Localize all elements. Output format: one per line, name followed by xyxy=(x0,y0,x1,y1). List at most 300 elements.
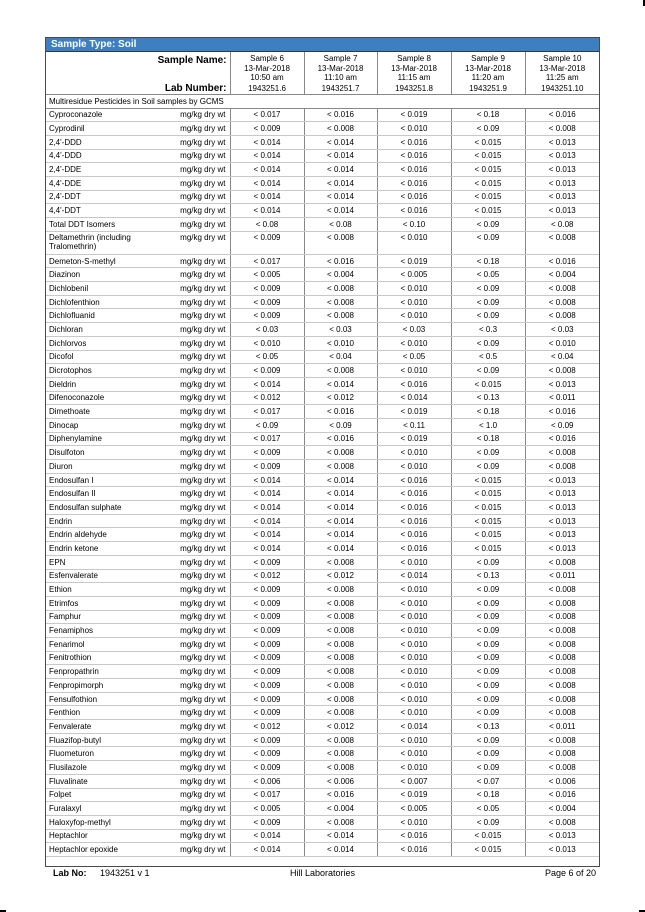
result-value: < 0.010 xyxy=(377,706,451,720)
result-value: < 0.008 xyxy=(304,665,377,679)
analyte-unit: mg/kg dry wt xyxy=(172,231,230,254)
result-value: < 0.008 xyxy=(304,761,377,775)
result-value: < 0.016 xyxy=(377,514,451,528)
result-value: < 0.016 xyxy=(377,542,451,556)
result-value: < 0.014 xyxy=(230,377,304,391)
table-row xyxy=(46,501,599,515)
result-value: < 0.016 xyxy=(304,432,377,446)
result-value: < 0.006 xyxy=(304,774,377,788)
result-value: < 0.009 xyxy=(230,624,304,638)
lab-number: 1943251.10 xyxy=(525,83,599,95)
table-row xyxy=(46,528,599,542)
result-value: < 0.015 xyxy=(451,377,525,391)
result-value: < 0.013 xyxy=(525,176,599,190)
analyte-name: Flusilazole xyxy=(46,761,172,775)
result-value: < 0.009 xyxy=(230,460,304,474)
result-value: < 0.017 xyxy=(230,788,304,802)
table-row xyxy=(46,204,599,218)
result-value: < 0.03 xyxy=(525,323,599,337)
analyte-unit: mg/kg dry wt xyxy=(172,176,230,190)
table-row xyxy=(46,679,599,693)
result-value: < 0.014 xyxy=(230,149,304,163)
result-value: < 0.008 xyxy=(304,231,377,254)
result-value: < 0.010 xyxy=(304,336,377,350)
analyte-name: Endrin ketone xyxy=(46,542,172,556)
result-value: < 0.09 xyxy=(451,665,525,679)
analyte-unit: mg/kg dry wt xyxy=(172,204,230,218)
result-value: < 0.008 xyxy=(304,679,377,693)
result-value: < 0.008 xyxy=(525,122,599,136)
analyte-unit: mg/kg dry wt xyxy=(172,596,230,610)
result-value: < 0.013 xyxy=(525,514,599,528)
analyte-name: Dicrotophos xyxy=(46,364,172,378)
table-row xyxy=(46,176,599,190)
lab-number: 1943251.6 xyxy=(230,83,304,95)
result-value: < 0.09 xyxy=(451,446,525,460)
analyte-name: Furalaxyl xyxy=(46,802,172,816)
result-value: < 0.010 xyxy=(377,679,451,693)
result-value: < 0.013 xyxy=(525,473,599,487)
analyte-unit: mg/kg dry wt xyxy=(172,268,230,282)
analyte-name: Dichlofluanid xyxy=(46,309,172,323)
result-value: < 0.016 xyxy=(377,163,451,177)
result-value: < 0.015 xyxy=(451,528,525,542)
analyte-name: Dinocap xyxy=(46,418,172,432)
result-value: < 0.014 xyxy=(230,829,304,843)
result-value: < 0.09 xyxy=(451,460,525,474)
result-value: < 0.014 xyxy=(304,843,377,857)
analyte-name: Dieldrin xyxy=(46,377,172,391)
sample-name-row xyxy=(46,52,599,83)
results-table xyxy=(46,52,599,857)
analyte-name: 2,4'-DDT xyxy=(46,190,172,204)
analyte-name: EPN xyxy=(46,555,172,569)
result-value: < 0.008 xyxy=(304,692,377,706)
result-value: < 0.008 xyxy=(525,364,599,378)
sample-header: Sample 6 13-Mar-2018 10:50 am xyxy=(230,52,304,83)
result-value: < 0.009 xyxy=(230,637,304,651)
analyte-unit: mg/kg dry wt xyxy=(172,282,230,296)
result-value: < 0.014 xyxy=(304,514,377,528)
result-value: < 0.008 xyxy=(304,624,377,638)
result-value: < 0.016 xyxy=(377,843,451,857)
analyte-name: Endosulfan II xyxy=(46,487,172,501)
result-value: < 0.014 xyxy=(304,149,377,163)
result-value: < 0.014 xyxy=(230,501,304,515)
result-value: < 0.010 xyxy=(377,610,451,624)
analyte-unit: mg/kg dry wt xyxy=(172,432,230,446)
table-row xyxy=(46,733,599,747)
result-value: < 0.010 xyxy=(377,309,451,323)
result-value: < 0.03 xyxy=(304,323,377,337)
result-value: < 0.015 xyxy=(451,487,525,501)
table-row xyxy=(46,336,599,350)
result-value: < 0.014 xyxy=(230,190,304,204)
analyte-name: Fluvalinate xyxy=(46,774,172,788)
result-value: < 0.009 xyxy=(230,122,304,136)
result-value: < 0.016 xyxy=(525,788,599,802)
analyte-unit: mg/kg dry wt xyxy=(172,487,230,501)
result-value: < 0.009 xyxy=(230,309,304,323)
result-value: < 0.004 xyxy=(525,802,599,816)
result-value: < 0.016 xyxy=(377,377,451,391)
result-value: < 0.014 xyxy=(304,542,377,556)
result-value: < 0.009 xyxy=(230,364,304,378)
result-value: < 0.014 xyxy=(230,176,304,190)
result-value: < 0.014 xyxy=(304,163,377,177)
analyte-name: Deltamethrin (including Tralomethrin) xyxy=(46,231,172,254)
analyte-unit: mg/kg dry wt xyxy=(172,460,230,474)
result-value: < 0.011 xyxy=(525,720,599,734)
result-value: < 0.009 xyxy=(230,651,304,665)
result-value: < 0.009 xyxy=(230,665,304,679)
result-value: < 0.008 xyxy=(525,583,599,597)
result-value: < 0.010 xyxy=(377,231,451,254)
result-value: < 0.014 xyxy=(230,514,304,528)
result-value: < 0.004 xyxy=(304,802,377,816)
analyte-unit: mg/kg dry wt xyxy=(172,163,230,177)
table-row xyxy=(46,149,599,163)
analyte-name: 2,4'-DDD xyxy=(46,135,172,149)
result-value: < 0.016 xyxy=(377,190,451,204)
result-value: < 0.014 xyxy=(304,473,377,487)
result-value: < 0.010 xyxy=(377,692,451,706)
result-value: < 0.012 xyxy=(230,720,304,734)
result-value: < 0.09 xyxy=(451,122,525,136)
result-value: < 0.016 xyxy=(304,108,377,122)
analyte-name: Etrimfos xyxy=(46,596,172,610)
table-row xyxy=(46,843,599,857)
result-value: < 0.008 xyxy=(525,460,599,474)
result-value: < 0.013 xyxy=(525,163,599,177)
result-value: < 0.009 xyxy=(230,692,304,706)
lab-number-label: Lab Number: xyxy=(46,83,230,95)
result-value: < 0.09 xyxy=(451,733,525,747)
result-value: < 0.014 xyxy=(377,720,451,734)
section-title: Multiresidue Pesticides in Soil samples by GCMS xyxy=(46,94,599,108)
table-row xyxy=(46,122,599,136)
analyte-name: Fenarimol xyxy=(46,637,172,651)
result-value: < 0.09 xyxy=(451,761,525,775)
sample-header: Sample 10 13-Mar-2018 11:25 am xyxy=(525,52,599,83)
table-row xyxy=(46,473,599,487)
analyte-unit: mg/kg dry wt xyxy=(172,254,230,268)
result-value: < 0.014 xyxy=(230,542,304,556)
analyte-name: Dichlofenthion xyxy=(46,295,172,309)
result-value: < 0.008 xyxy=(304,651,377,665)
analyte-unit: mg/kg dry wt xyxy=(172,190,230,204)
analyte-name: Famphur xyxy=(46,610,172,624)
analyte-unit: mg/kg dry wt xyxy=(172,501,230,515)
analyte-name: Fenvalerate xyxy=(46,720,172,734)
result-value: < 0.014 xyxy=(304,528,377,542)
result-value: < 0.016 xyxy=(304,788,377,802)
result-value: < 0.015 xyxy=(451,843,525,857)
analyte-name: Haloxyfop-methyl xyxy=(46,815,172,829)
footer-page-number: Page 6 of 20 xyxy=(544,868,596,878)
analyte-name: Disulfoton xyxy=(46,446,172,460)
result-value: < 0.008 xyxy=(304,446,377,460)
result-value: < 0.015 xyxy=(451,176,525,190)
analyte-name: 4,4'-DDT xyxy=(46,204,172,218)
result-value: < 0.015 xyxy=(451,190,525,204)
analyte-unit: mg/kg dry wt xyxy=(172,542,230,556)
section-title-row xyxy=(46,94,599,108)
table-row xyxy=(46,487,599,501)
analyte-unit: mg/kg dry wt xyxy=(172,583,230,597)
table-row xyxy=(46,391,599,405)
result-value: < 0.010 xyxy=(377,651,451,665)
result-value: < 0.008 xyxy=(525,231,599,254)
result-value: < 0.05 xyxy=(451,802,525,816)
result-value: < 0.012 xyxy=(304,391,377,405)
analyte-unit: mg/kg dry wt xyxy=(172,391,230,405)
result-value: < 0.18 xyxy=(451,432,525,446)
result-value: < 0.016 xyxy=(377,829,451,843)
analyte-unit: mg/kg dry wt xyxy=(172,528,230,542)
table-row xyxy=(46,569,599,583)
analyte-name: Diuron xyxy=(46,460,172,474)
result-value: < 0.008 xyxy=(525,679,599,693)
result-value: < 0.010 xyxy=(377,364,451,378)
result-value: < 0.009 xyxy=(230,761,304,775)
analyte-unit: mg/kg dry wt xyxy=(172,135,230,149)
result-value: < 1.0 xyxy=(451,418,525,432)
result-value: < 0.010 xyxy=(377,460,451,474)
result-value: < 0.010 xyxy=(377,282,451,296)
result-value: < 0.008 xyxy=(304,309,377,323)
result-value: < 0.014 xyxy=(304,204,377,218)
result-value: < 0.010 xyxy=(377,596,451,610)
analyte-unit: mg/kg dry wt xyxy=(172,405,230,419)
result-value: < 0.016 xyxy=(525,405,599,419)
analyte-unit: mg/kg dry wt xyxy=(172,377,230,391)
analyte-name: Fenitrothion xyxy=(46,651,172,665)
result-value: < 0.008 xyxy=(525,815,599,829)
result-value: < 0.009 xyxy=(230,679,304,693)
result-value: < 0.005 xyxy=(230,268,304,282)
result-value: < 0.008 xyxy=(304,282,377,296)
result-value: < 0.014 xyxy=(304,501,377,515)
result-value: < 0.09 xyxy=(304,418,377,432)
result-value: < 0.008 xyxy=(525,282,599,296)
result-value: < 0.010 xyxy=(377,747,451,761)
table-row xyxy=(46,747,599,761)
result-value: < 0.014 xyxy=(230,473,304,487)
result-value: < 0.016 xyxy=(377,501,451,515)
result-value: < 0.014 xyxy=(377,391,451,405)
result-value: < 0.006 xyxy=(230,774,304,788)
result-value: < 0.009 xyxy=(230,596,304,610)
table-row xyxy=(46,665,599,679)
analyte-name: 2,4'-DDE xyxy=(46,163,172,177)
result-value: < 0.015 xyxy=(451,204,525,218)
table-row xyxy=(46,460,599,474)
table-row xyxy=(46,514,599,528)
table-row xyxy=(46,254,599,268)
analyte-name: Dicofol xyxy=(46,350,172,364)
result-value: < 0.014 xyxy=(304,190,377,204)
result-value: < 0.016 xyxy=(525,432,599,446)
analyte-unit: mg/kg dry wt xyxy=(172,309,230,323)
table-row xyxy=(46,651,599,665)
result-value: < 0.13 xyxy=(451,569,525,583)
result-value: < 0.011 xyxy=(525,391,599,405)
analyte-name: Fenthion xyxy=(46,706,172,720)
result-value: < 0.09 xyxy=(451,747,525,761)
result-value: < 0.008 xyxy=(525,446,599,460)
footer-lab-no-value: 1943251 v 1 xyxy=(100,868,150,878)
result-value: < 0.017 xyxy=(230,432,304,446)
analyte-name: 4,4'-DDD xyxy=(46,149,172,163)
table-row xyxy=(46,802,599,816)
analyte-unit: mg/kg dry wt xyxy=(172,514,230,528)
table-row xyxy=(46,610,599,624)
analyte-name: Dichlobenil xyxy=(46,282,172,296)
result-value: < 0.008 xyxy=(304,637,377,651)
result-value: < 0.004 xyxy=(525,268,599,282)
table-row xyxy=(46,364,599,378)
table-row xyxy=(46,788,599,802)
result-value: < 0.008 xyxy=(304,596,377,610)
analyte-unit: mg/kg dry wt xyxy=(172,122,230,136)
result-value: < 0.005 xyxy=(377,802,451,816)
result-value: < 0.008 xyxy=(525,295,599,309)
result-value: < 0.014 xyxy=(230,204,304,218)
result-value: < 0.013 xyxy=(525,542,599,556)
result-value: < 0.008 xyxy=(304,122,377,136)
result-value: < 0.009 xyxy=(230,583,304,597)
result-value: < 0.014 xyxy=(304,176,377,190)
result-value: < 0.016 xyxy=(304,254,377,268)
table-row xyxy=(46,829,599,843)
analyte-name: Cyproconazole xyxy=(46,108,172,122)
result-value: < 0.017 xyxy=(230,254,304,268)
result-value: < 0.015 xyxy=(451,473,525,487)
result-value: < 0.05 xyxy=(377,350,451,364)
result-value: < 0.09 xyxy=(451,309,525,323)
result-value: < 0.013 xyxy=(525,204,599,218)
table-row xyxy=(46,692,599,706)
result-value: < 0.008 xyxy=(304,460,377,474)
table-row xyxy=(46,774,599,788)
analyte-name: Fenpropimorph xyxy=(46,679,172,693)
result-value: < 0.015 xyxy=(451,514,525,528)
result-value: < 0.04 xyxy=(304,350,377,364)
result-value: < 0.013 xyxy=(525,487,599,501)
analyte-name: Esfenvalerate xyxy=(46,569,172,583)
result-value: < 0.015 xyxy=(451,163,525,177)
result-value: < 0.09 xyxy=(451,596,525,610)
analyte-unit: mg/kg dry wt xyxy=(172,679,230,693)
analyte-unit: mg/kg dry wt xyxy=(172,747,230,761)
analyte-unit: mg/kg dry wt xyxy=(172,665,230,679)
result-value: < 0.09 xyxy=(451,583,525,597)
result-value: < 0.08 xyxy=(230,218,304,232)
result-value: < 0.014 xyxy=(377,569,451,583)
result-value: < 0.016 xyxy=(377,473,451,487)
table-row xyxy=(46,637,599,651)
analyte-unit: mg/kg dry wt xyxy=(172,692,230,706)
table-row xyxy=(46,282,599,296)
page-footer xyxy=(45,866,600,880)
analyte-unit: mg/kg dry wt xyxy=(172,350,230,364)
result-value: < 0.016 xyxy=(377,204,451,218)
result-value: < 0.015 xyxy=(451,149,525,163)
result-value: < 0.18 xyxy=(451,788,525,802)
analyte-name: Dichlorvos xyxy=(46,336,172,350)
result-value: < 0.019 xyxy=(377,254,451,268)
analyte-unit: mg/kg dry wt xyxy=(172,829,230,843)
analyte-unit: mg/kg dry wt xyxy=(172,610,230,624)
result-value: < 0.010 xyxy=(377,583,451,597)
result-value: < 0.008 xyxy=(304,733,377,747)
result-value: < 0.013 xyxy=(525,528,599,542)
table-row xyxy=(46,268,599,282)
result-value: < 0.009 xyxy=(230,295,304,309)
result-value: < 0.008 xyxy=(304,295,377,309)
lab-number: 1943251.9 xyxy=(451,83,525,95)
result-value: < 0.014 xyxy=(230,843,304,857)
result-value: < 0.18 xyxy=(451,108,525,122)
result-value: < 0.012 xyxy=(304,720,377,734)
table-row xyxy=(46,350,599,364)
result-value: < 0.015 xyxy=(451,501,525,515)
result-value: < 0.009 xyxy=(230,747,304,761)
table-row xyxy=(46,108,599,122)
table-row xyxy=(46,218,599,232)
lab-number-row xyxy=(46,83,599,95)
table-row xyxy=(46,377,599,391)
result-value: < 0.008 xyxy=(525,761,599,775)
result-value: < 0.09 xyxy=(230,418,304,432)
result-value: < 0.008 xyxy=(525,733,599,747)
analyte-unit: mg/kg dry wt xyxy=(172,336,230,350)
result-value: < 0.008 xyxy=(525,309,599,323)
result-value: < 0.13 xyxy=(451,391,525,405)
analyte-name: Heptachlor epoxide xyxy=(46,843,172,857)
result-value: < 0.008 xyxy=(525,555,599,569)
analyte-unit: mg/kg dry wt xyxy=(172,624,230,638)
analyte-name: Folpet xyxy=(46,788,172,802)
result-value: < 0.08 xyxy=(304,218,377,232)
result-value: < 0.017 xyxy=(230,405,304,419)
result-value: < 0.05 xyxy=(230,350,304,364)
table-row xyxy=(46,624,599,638)
table-row xyxy=(46,542,599,556)
result-value: < 0.012 xyxy=(304,569,377,583)
table-row xyxy=(46,418,599,432)
result-value: < 0.008 xyxy=(525,706,599,720)
result-value: < 0.014 xyxy=(304,487,377,501)
result-value: < 0.008 xyxy=(525,665,599,679)
analyte-unit: mg/kg dry wt xyxy=(172,218,230,232)
table-row xyxy=(46,706,599,720)
result-value: < 0.010 xyxy=(377,761,451,775)
sample-type-bar: Sample Type: Soil xyxy=(46,38,599,52)
result-value: < 0.016 xyxy=(525,254,599,268)
result-value: < 0.008 xyxy=(304,706,377,720)
analyte-name: Diazinon xyxy=(46,268,172,282)
result-value: < 0.09 xyxy=(451,555,525,569)
result-value: < 0.008 xyxy=(304,555,377,569)
result-value: < 0.09 xyxy=(451,706,525,720)
result-value: < 0.09 xyxy=(451,295,525,309)
result-value: < 0.017 xyxy=(230,108,304,122)
analyte-unit: mg/kg dry wt xyxy=(172,637,230,651)
result-value: < 0.11 xyxy=(377,418,451,432)
result-value: < 0.016 xyxy=(377,135,451,149)
